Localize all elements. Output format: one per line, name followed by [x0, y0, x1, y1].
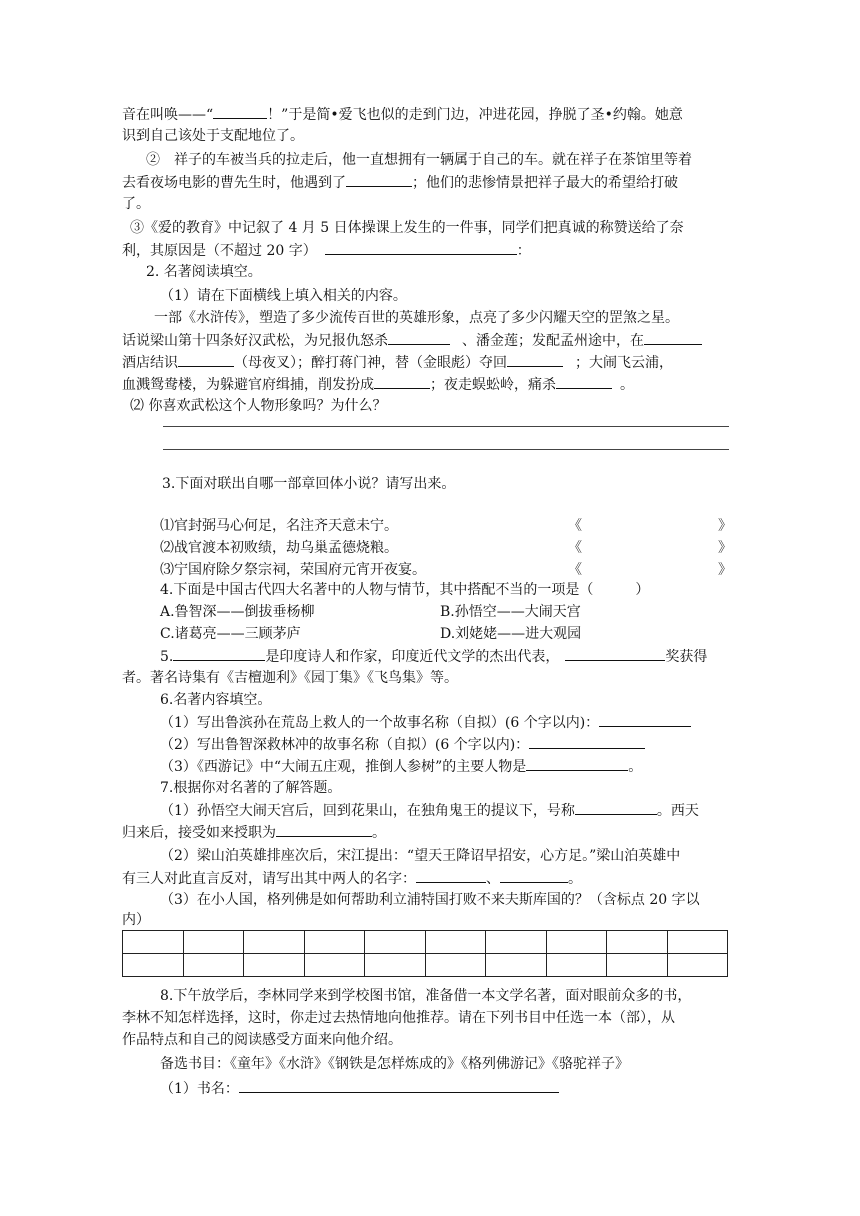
- book-list: 备选书目：《童年》《水浒》《钢铁是怎样炼成的》《格列佛游记》《骆驼祥子》: [160, 1056, 629, 1072]
- answer-blank[interactable]: [565, 646, 665, 661]
- answer-blank[interactable]: [276, 822, 372, 837]
- option-a[interactable]: A.鲁智深——倒拔垂杨柳: [160, 604, 315, 620]
- question-7-2: （2）梁山泊英雄排座次后，宋江提出：“望天王降诏早招安，心方足。”梁山泊英雄中: [160, 848, 681, 864]
- question-6-3: （3）《西游记》中“大闹五庄观，推倒人参树”的主要人物是 。: [160, 756, 642, 777]
- answer-blank[interactable]: [599, 712, 691, 727]
- answer-blank[interactable]: [500, 868, 568, 883]
- answer-blank[interactable]: [529, 734, 645, 749]
- couplet-2: ⑵战官渡本初败绩，劫乌巢孟德烧粮。: [160, 540, 398, 556]
- close-book-mark: 》: [718, 518, 732, 534]
- option-b[interactable]: B.孙悟空——大闹天宫: [440, 604, 581, 620]
- question-7-3-cont: 内）: [122, 912, 150, 928]
- grid-cell[interactable]: [123, 954, 184, 977]
- answer-blank[interactable]: [575, 800, 657, 815]
- grid-cell[interactable]: [244, 931, 305, 954]
- answer-line[interactable]: [163, 426, 729, 427]
- question-7-title: 7.根据你对名著的了解答题。: [160, 780, 342, 796]
- text-line: 者。著名诗集有《吉檀迦利》《园丁集》《飞鸟集》等。: [122, 670, 458, 686]
- answer-blank[interactable]: [416, 868, 486, 883]
- answer-blank[interactable]: [325, 240, 517, 255]
- grid-cell[interactable]: [667, 954, 728, 977]
- answer-blank[interactable]: [507, 352, 563, 367]
- question-6-title: 6.名著内容填空。: [160, 692, 272, 708]
- xiangzi-line: 去看夜场电影的曹先生时，他遇到了 ；他们的悲惨情景把祥子最大的希望给打破: [122, 172, 678, 193]
- heart-line: 利，其原因是（不超过 20 字） ：: [122, 240, 531, 261]
- option-d[interactable]: D.刘姥姥——进大观园: [440, 626, 582, 642]
- answer-blank[interactable]: [213, 104, 267, 119]
- wusong-line-1: 话说梁山第十四条好汉武松，为兄报仇怒杀 、潘金莲；发配孟州途中，在: [122, 330, 702, 351]
- question-3-title: 3.下面对联出自哪一部章回体小说？请写出来。: [162, 476, 456, 492]
- question-6-1: （1）写出鲁滨孙在荒岛上救人的一个故事名称（自拟）(6 个字以内)：: [160, 712, 691, 733]
- grid-cell[interactable]: [244, 954, 305, 977]
- answer-blank[interactable]: [388, 330, 450, 345]
- open-book-mark: 《: [568, 562, 582, 578]
- close-book-mark: 》: [718, 540, 732, 556]
- text-line: 识到自己该处于支配地位了。: [122, 128, 304, 144]
- answer-blank[interactable]: [346, 172, 412, 187]
- grid-cell[interactable]: [667, 931, 728, 954]
- question-7-3: （3）在小人国，格列佛是如何帮助利立浦特国打败不来夫斯库国的？（含标点 20 字以: [160, 892, 700, 908]
- question-2-2: ⑵ 你喜欢武松这个人物形象吗？为什么？: [130, 398, 387, 414]
- grid-cell[interactable]: [304, 931, 365, 954]
- open-book-mark: 《: [568, 540, 582, 556]
- grid-row: [123, 954, 728, 977]
- option-c[interactable]: C.诸葛亮——三顾茅庐: [160, 626, 301, 642]
- text-line: ② 祥子的车被当兵的拉走后，他一直想拥有一辆属于自己的车。就在祥子在茶馆里等着: [146, 152, 692, 168]
- grid-cell[interactable]: [425, 931, 486, 954]
- answer-blank[interactable]: [526, 756, 628, 771]
- answer-blank[interactable]: [374, 374, 430, 389]
- jane-eyre-line: 音在叫唤——“ ！”于是简•爱飞也似的走到门边，冲进花园，挣脱了圣•约翰。她意: [122, 104, 683, 125]
- grid-cell[interactable]: [304, 954, 365, 977]
- grid-cell[interactable]: [365, 954, 426, 977]
- question-4-title: 4.下面是中国古代四大名著中的人物与情节，其中搭配不当的一项是（ ）: [160, 582, 650, 598]
- question-8: 8.下午放学后，李林同学来到学校图书馆，准备借一本文学名著，面对眼前众多的书，: [160, 988, 692, 1004]
- question-7-1-cont: 归来后，接受如来授职为 。: [122, 822, 386, 843]
- grid-cell[interactable]: [546, 954, 607, 977]
- text-line: 了。: [122, 196, 150, 212]
- text-line: ③《爱的教育》中记叙了 4 月 5 日体操课上发生的一件事，同学们把真诚的称赞送给了奈: [130, 220, 684, 236]
- answer-blank[interactable]: [644, 330, 702, 345]
- grid-cell[interactable]: [425, 954, 486, 977]
- grid-cell[interactable]: [486, 954, 547, 977]
- grid-cell[interactable]: [546, 931, 607, 954]
- question-6-2: （2）写出鲁智深救林冲的故事名称（自拟）(6 个字以内)：: [160, 734, 645, 755]
- text-line: 作品特点和自己的阅读感受方面来向他介绍。: [122, 1032, 402, 1048]
- grid-cell[interactable]: [607, 931, 668, 954]
- grid-row: [123, 931, 728, 954]
- question-2-1: （1）请在下面横线上填入相关的内容。: [160, 288, 407, 304]
- couplet-3: ⑶宁国府除夕祭宗祠，荣国府元宵开夜宴。: [160, 562, 426, 578]
- answer-line[interactable]: [163, 449, 729, 450]
- answer-grid[interactable]: [122, 930, 728, 977]
- question-5: 5. 是印度诗人和作家，印度近代文学的杰出代表， 奖获得: [160, 646, 707, 667]
- question-8-1: （1）书名：: [160, 1078, 559, 1099]
- wusong-line-3: 血溅鸳鸯楼，为躲避官府缉捕，削发扮成 ；夜走蜈蚣岭，痛杀 。: [122, 374, 634, 395]
- text-line: 李林不知怎样选择，这时，你走过去热情地向他推荐。请在下列书目中任选一本（部），从: [122, 1010, 675, 1026]
- grid-cell[interactable]: [365, 931, 426, 954]
- open-book-mark: 《: [568, 518, 582, 534]
- grid-cell[interactable]: [607, 954, 668, 977]
- couplet-1: ⑴官封弼马心何足，名注齐天意未宁。: [160, 518, 398, 534]
- answer-blank[interactable]: [556, 374, 612, 389]
- answer-blank[interactable]: [178, 352, 234, 367]
- question-7-2-cont: 有三人对此直言反对，请写出其中两人的名字： 、 。: [122, 868, 582, 889]
- book-name-blank[interactable]: [239, 1078, 559, 1093]
- question-7-1: （1）孙悟空大闹天宫后，回到花果山，在独角鬼王的提议下，号称 。西天: [160, 800, 699, 821]
- question-2-title: 2. 名著阅读填空。: [146, 264, 262, 280]
- grid-cell[interactable]: [183, 954, 244, 977]
- text-line: 一部《水浒传》，塑造了多少流传百世的英雄形象，点亮了多少闪耀天空的罡煞之星。: [154, 310, 679, 326]
- grid-cell[interactable]: [486, 931, 547, 954]
- answer-blank[interactable]: [173, 646, 265, 661]
- grid-cell[interactable]: [183, 931, 244, 954]
- grid-cell[interactable]: [123, 931, 184, 954]
- close-book-mark: 》: [718, 562, 732, 578]
- wusong-line-2: 酒店结识 （母夜叉）；醉打蒋门神，替（金眼彪）夺回 ；大闹飞云浦，: [122, 352, 673, 373]
